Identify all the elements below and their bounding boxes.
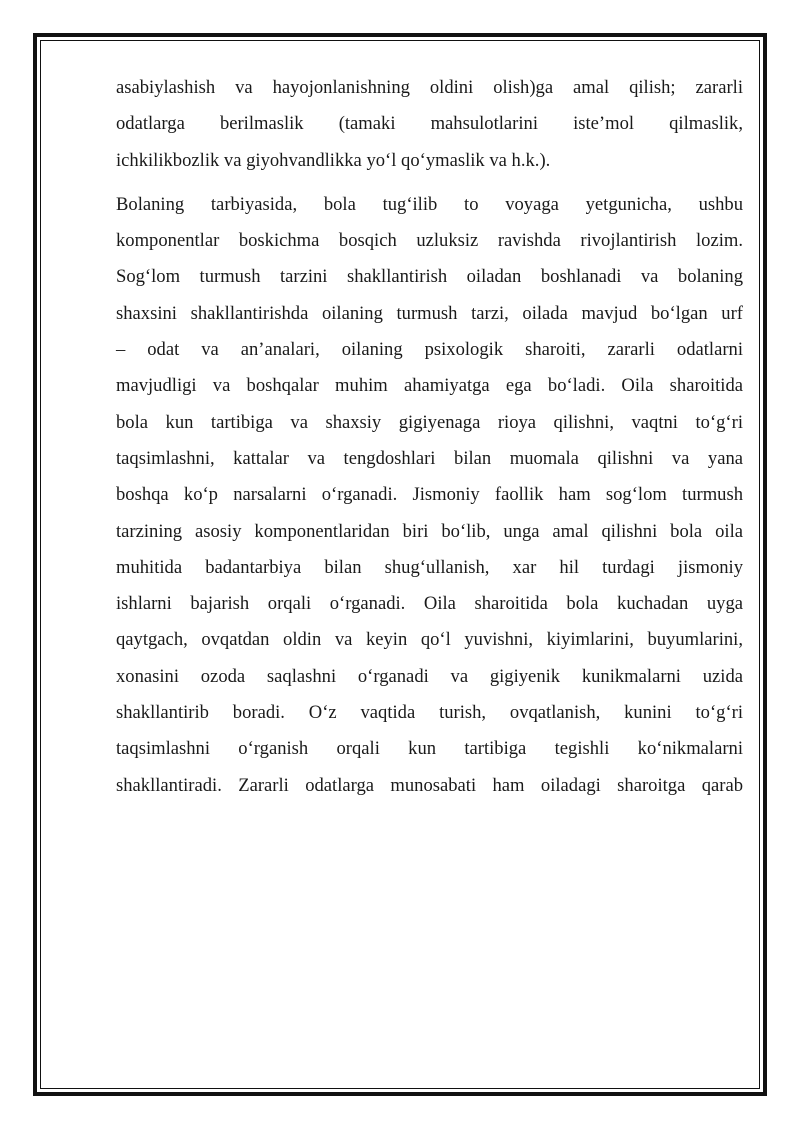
text-line: tarzining asosiy komponentlaridan biri bo‘lib, unga amal qilishni bola oila [116, 520, 743, 542]
document-body [116, 70, 743, 804]
text-line: taqsimlashni, kattalar va tengdoshlari bilan muomala qilishni va yana [116, 447, 743, 469]
text-line: shaxsini shakllantirishda oilaning turmush tarzi, oilada mavjud bo‘lgan urf [116, 302, 743, 324]
text-line: mavjudligi va boshqalar muhim ahamiyatga ega bo‘ladi. Oila sharoitida [116, 375, 743, 397]
paragraph-spacer [116, 179, 743, 187]
text-line: qaytgach, ovqatdan oldin va keyin qo‘l yuvishni, kiyimlarini, buyumlarini, [116, 629, 743, 651]
text-line: komponentlar boskichma bosqich uzluksiz ravishda rivojlantirish lozim. [116, 230, 743, 252]
text-line: asabiylashish va hayojonlanishning oldini olish)ga amal qilish; zararli [116, 77, 743, 98]
text-line: – odat va an’analari, oilaning psixologik sharoiti, zararli odatlarni [116, 339, 743, 361]
text-line: boshqa ko‘p narsalarni o‘rganadi. Jismoniy faollik ham sog‘lom turmush [116, 484, 743, 506]
text-line: ichkilikbozlik va giyohvandlikka yo‘l qo‘ymaslik va h.k.). [116, 149, 551, 171]
text-line: bola kun tartibiga va shaxsiy gigiyenaga rioya qilishni, vaqtni to‘g‘ri [116, 411, 743, 433]
paragraph-2 [116, 187, 743, 804]
text-line: shakllantiradi. Zararli odatlarga munosabati ham oiladagi sharoitga qarab [116, 774, 743, 796]
text-line: Bolaning tarbiyasida, bola tug‘ilib to voyaga yetgunicha, ushbu [116, 193, 743, 215]
text-line: shakllantirib boradi. O‘z vaqtida turish, ovqatlanish, kunini to‘g‘ri [116, 702, 743, 724]
text-line: muhitida badantarbiya bilan shug‘ullanish, xar hil turdagi jismoniy [116, 556, 743, 578]
paragraph-1 [116, 70, 743, 179]
text-line: Sog‘lom turmush tarzini shakllantirish oiladan boshlanadi va bolaning [116, 266, 743, 288]
text-line: taqsimlashni o‘rganish orqali kun tartibiga tegishli ko‘nikmalarni [116, 738, 743, 760]
text-line: xonasini ozoda saqlashni o‘rganadi va gigiyenik kunikmalarni uzida [116, 665, 743, 687]
text-line: odatlarga berilmaslik (tamaki mahsulotlarini iste’mol qilmaslik, [116, 113, 743, 135]
text-line: ishlarni bajarish orqali o‘rganadi. Oila sharoitida bola kuchadan uyga [116, 593, 743, 615]
